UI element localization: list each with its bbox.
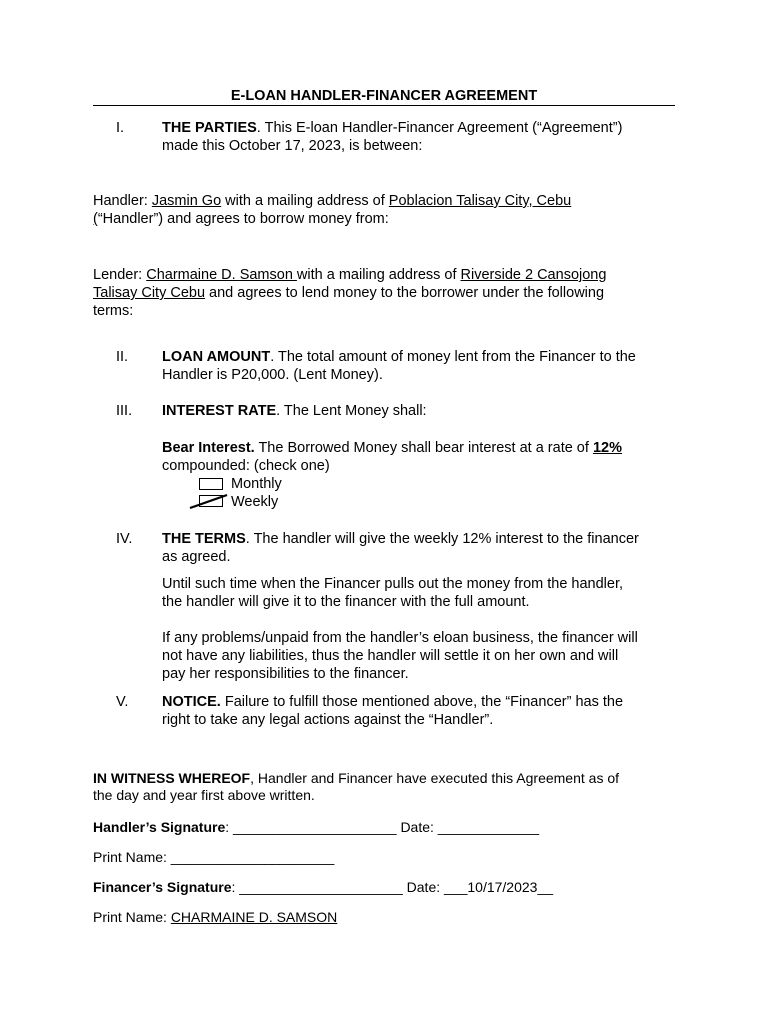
witness-paragraph <box>93 770 653 804</box>
section-4-p3-line3: pay her responsibilities to the financer. <box>162 666 409 682</box>
witness-line1: , Handler and Financer have executed this Agreement as of <box>250 770 620 786</box>
witness-line2: the day and year first above written. <box>93 787 315 803</box>
section-5-heading: NOTICE. <box>162 694 221 710</box>
lender-line2: and agrees to lend money to the borrower under the following <box>205 285 605 301</box>
financer-print-name-line <box>93 908 653 926</box>
bear-interest-line2: compounded: (check one) <box>162 458 330 474</box>
section-5-line1: Failure to fulfill those mentioned above, the “Financer” has the <box>220 694 624 710</box>
section-4-p2-line1: Until such time when the Financer pulls out the money from the handler, <box>162 576 624 592</box>
lender-paragraph <box>93 266 653 320</box>
section-2-heading: LOAN AMOUNT <box>162 349 271 365</box>
weekly-option-label: Weekly <box>231 494 279 510</box>
handler-open-paren: ( <box>93 211 98 227</box>
section-1-line1: . This E-loan Handler-Financer Agreement (“Agreement”) <box>256 120 623 136</box>
section-2-number: II. <box>116 349 129 365</box>
section-2-line2: Handler is P20,000. (Lent Money). <box>162 367 383 383</box>
document-title: E-LOAN HANDLER-FINANCER AGREEMENT <box>230 88 538 104</box>
section-1-number: I. <box>116 120 125 136</box>
section-2-text <box>162 348 682 384</box>
title-rule <box>93 105 675 106</box>
section-4-text <box>162 530 682 566</box>
section-5-line2: right to take any legal actions against the “Handler”. <box>162 712 494 728</box>
section-4-p3-line2: not have any liabilities, thus the handler will settle it on her own and will <box>162 648 619 664</box>
section-1-line2: made this October 17, 2023, is between: <box>162 138 423 154</box>
handler-signature-line <box>93 818 653 836</box>
financer-print-name-label: Print Name: <box>93 909 171 925</box>
bear-interest-heading: Bear Interest. <box>162 440 255 456</box>
lender-address-2: Talisay City Cebu <box>93 285 206 301</box>
monthly-option-label: Monthly <box>231 476 282 492</box>
financer-signature-blanks: : _____________________ Date: <box>231 879 445 895</box>
bear-interest-line1: The Borrowed Money shall bear interest at a rate of <box>254 440 593 456</box>
handler-mid: with a mailing address of <box>221 193 389 209</box>
lender-line3: terms: <box>93 303 134 319</box>
section-3-line1: . The Lent Money shall: <box>276 403 427 419</box>
section-4-line2: as agreed. <box>162 549 231 565</box>
section-3-number: III. <box>116 403 133 419</box>
section-4-paragraph-3 <box>162 629 682 683</box>
section-4-p3-line1: If any problems/unpaid from the handler’s eloan business, the financer will <box>162 630 638 646</box>
handler-address: Poblacion Talisay City, Cebu <box>388 193 572 209</box>
section-3-text <box>162 402 682 420</box>
lender-address-1: Riverside 2 Cansojong <box>460 267 607 283</box>
handler-signature-blanks: : _____________________ Date: _____________ <box>225 819 540 835</box>
section-4-number: IV. <box>116 531 133 547</box>
handler-name: Jasmin Go <box>151 193 222 209</box>
weekly-check-mark-icon <box>189 491 231 511</box>
handler-paragraph <box>93 192 653 228</box>
financer-signature-date: ___10/17/2023__ <box>444 879 554 895</box>
section-2-line1: . The total amount of money lent from the Financer to the <box>270 349 636 365</box>
section-5-text <box>162 693 682 729</box>
financer-signature-line <box>93 878 653 896</box>
interest-rate-value: 12% <box>592 440 622 456</box>
section-1-text <box>162 119 682 155</box>
financer-signature-label: Financer’s Signature <box>93 879 232 895</box>
monthly-checkbox[interactable] <box>199 478 223 490</box>
section-3-heading: INTEREST RATE <box>162 403 277 419</box>
handler-signature-label: Handler’s Signature <box>93 819 226 835</box>
handler-label: Handler: <box>93 193 152 209</box>
lender-label: Lender: <box>93 267 147 283</box>
section-4-line1: . The handler will give the weekly 12% interest to the financer <box>245 531 639 547</box>
handler-line2: “Handler”) and agrees to borrow money from: <box>97 211 389 227</box>
lender-name: Charmaine D. Samson <box>146 267 297 283</box>
section-1-heading: THE PARTIES <box>162 120 257 136</box>
lender-mid: with a mailing address of <box>296 267 461 283</box>
handler-print-name-line: Print Name: _____________________ <box>93 849 335 865</box>
section-4-p2-line2: the handler will give it to the financer with the full amount. <box>162 594 530 610</box>
bear-interest-paragraph <box>162 439 682 475</box>
section-4-paragraph-2 <box>162 575 682 611</box>
witness-heading: IN WITNESS WHEREOF <box>93 770 251 786</box>
financer-print-name-value: CHARMAINE D. SAMSON <box>170 909 338 925</box>
section-5-number: V. <box>116 694 129 710</box>
section-4-heading: THE TERMS <box>162 531 246 547</box>
